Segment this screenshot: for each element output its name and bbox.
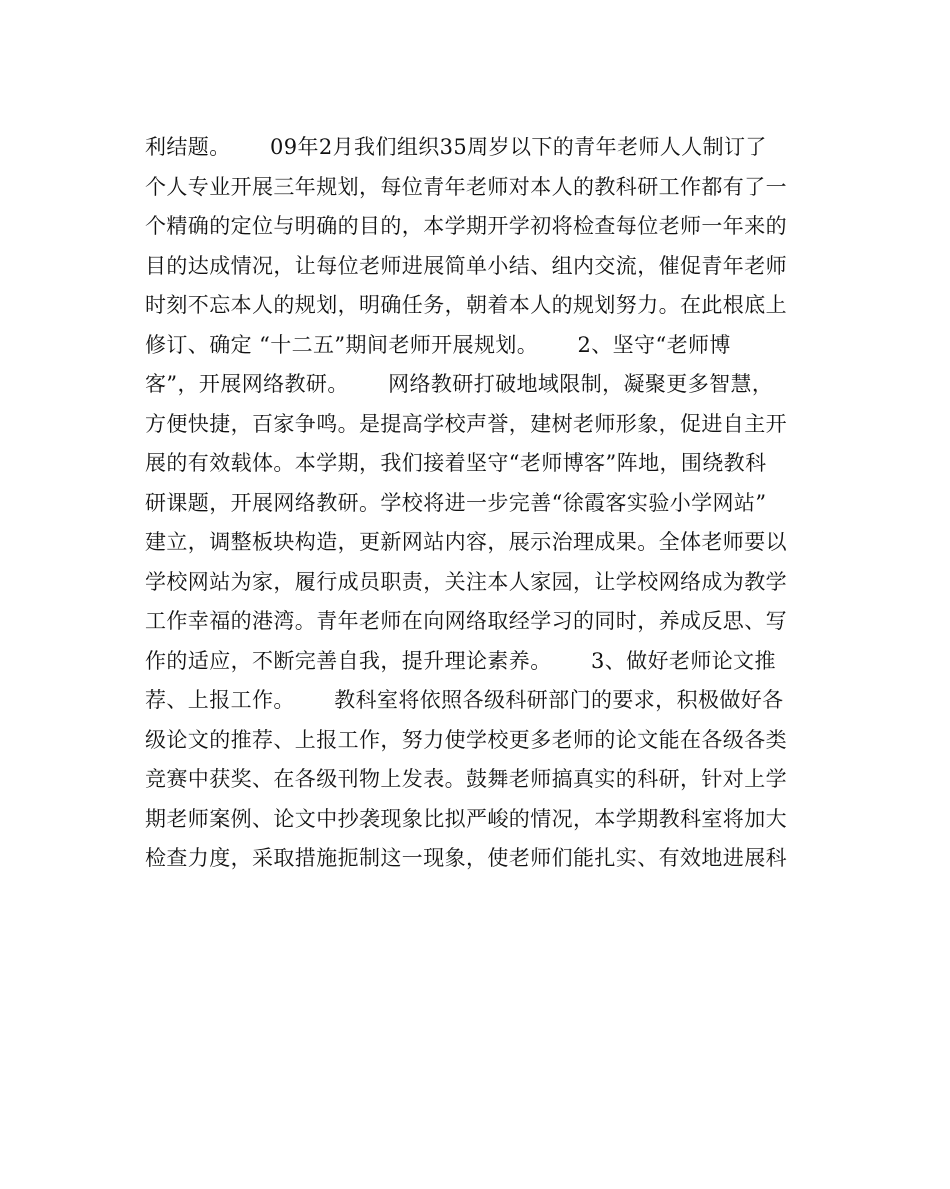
text-line: 客”，开展网络教研。 网络教研打破地域限制，凝聚更多智慧， [145,372,774,396]
text-line: 个精确的定位与明确的目的，本学期开学初将检查每位老师一年来的 [145,214,787,238]
text-line: 荐、上报工作。 教科室将依照各级科研部门的要求，积极做好各 [145,688,784,712]
text-line: 展的有效载体。本学期，我们接着坚守“老师博客”阵地，围绕教科 [145,451,767,475]
text-line: 级论文的推荐、上报工作，努力使学校更多老师的论文能在各级各类 [145,727,787,752]
text-line: 利结题。 09年2月我们组织35周岁以下的青年老师人人制订了 [145,135,767,159]
text-line: 时刻不忘本人的规划，明确任务，朝着本人的规划努力。在此根底上 [145,293,787,317]
text-line: 方便快捷，百家争鸣。是提高学校声誉，建树老师形象，促进自主开 [145,411,787,436]
text-line: 研课题，开展网络教研。学校将进一步完善“徐霞客实验小学网站” [145,490,767,515]
text-line: 检查力度，采取措施扼制这一现象，使老师们能扎实、有效地进展科 [145,846,787,870]
text-line: 目的达成情况，让每位老师进展简单小结、组内交流，催促青年老师 [145,253,787,278]
text-line: 修订、确定 “十二五”期间老师开展规划。 2、坚守“老师博 [145,332,731,357]
body-text [145,128,805,879]
text-line: 学校网站为家，履行成员职责，关注本人家园，让学校网络成为教学 [145,569,787,594]
text-line: 作的适应，不断完善自我，提升理论素养。 3、做好老师论文推 [145,648,776,673]
text-line: 个人专业开展三年规划，每位青年老师对本人的教科研工作都有了一 [145,174,787,199]
text-line: 竞赛中获奖、在各级刊物上发表。鼓舞老师搞真实的科研，针对上学 [145,767,787,791]
text-line: 期老师案例、论文中抄袭现象比拟严峻的情况，本学期教科室将加大 [145,806,787,831]
text-line: 建立，调整板块构造，更新网站内容，展示治理成果。全体老师要以 [145,530,787,554]
text-line: 工作幸福的港湾。青年老师在向网络取经学习的同时，养成反思、写 [145,609,787,633]
